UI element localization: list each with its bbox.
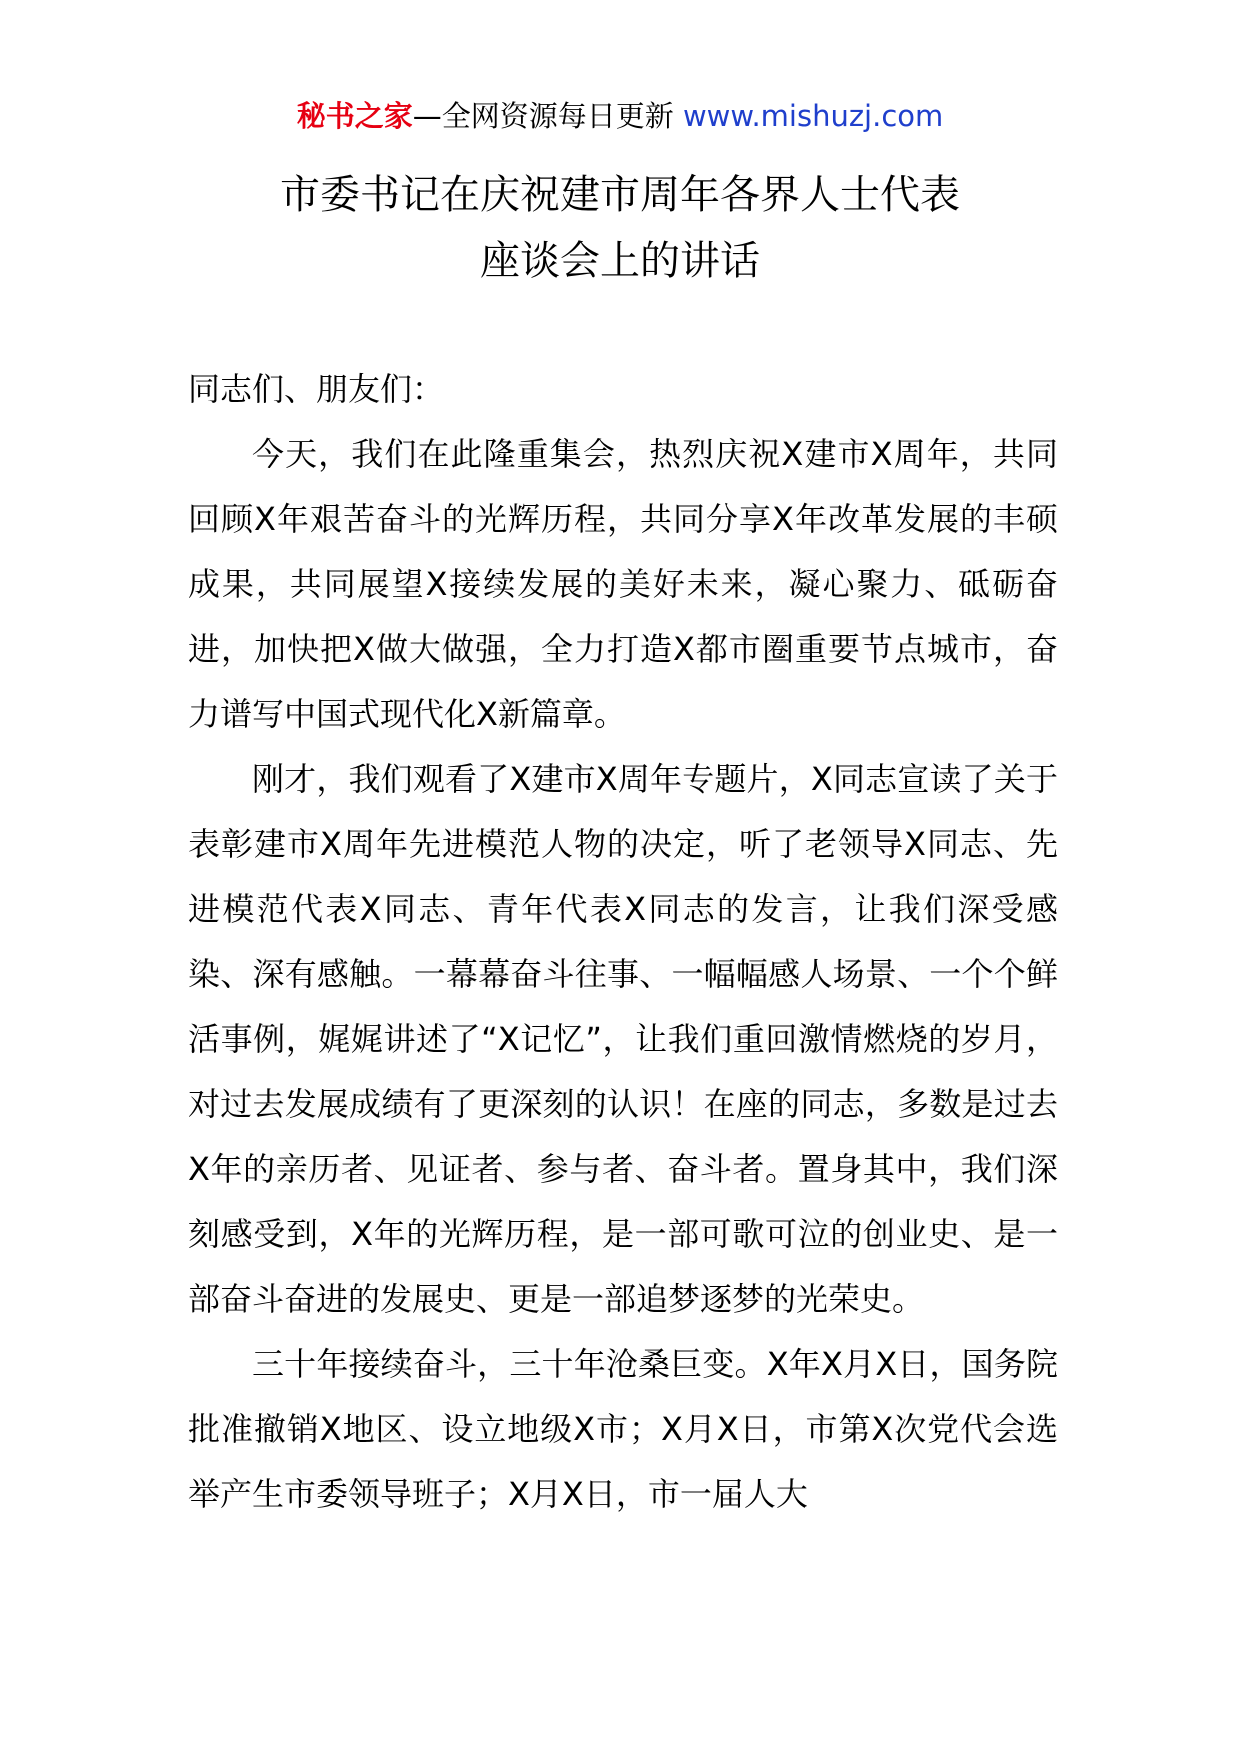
paragraph-2: 刚才，我们观看了X建市X周年专题片，X同志宣读了关于表彰建市X周年先进模范人物的决定，听了老领导X同志、先进模范代表X同志、青年代表X同志的发言，让我们深受感染、深有感触。一幕幕奋斗往事、一幅幅感人场景、一个个鲜活事例，娓娓讲述了“X记忆”，让我们重回激情燃烧的岁月，对过去发展成绩有了更深刻的认识！在座的同志，多数是过去X年的亲历者、见证者、参与者、奋斗者。置身其中，我们深刻感受到，X年的光辉历程，是一部可歌可泣的创业史、是一部奋斗奋进的发展史、更是一部追梦逐梦的光荣史。 xyxy=(188,760,1058,1318)
paragraph-1: 今天，我们在此隆重集会，热烈庆祝X建市X周年，共同回顾X年艰苦奋斗的光辉历程，共同分享X年改革发展的丰硕成果，共同展望X接续发展的美好未来，凝心聚力、砥砺奋进，加快把X做大做强，全力打造X都市圈重要节点城市，奋力谱写中国式现代化X新篇章。 xyxy=(188,435,1058,733)
brand-name: 秘书之家 xyxy=(296,99,413,133)
header-tagline: —全网资源每日更新 xyxy=(412,99,674,133)
title-line-1: 市委书记在庆祝建市周年各界人士代表 xyxy=(280,172,960,218)
site-url-link[interactable]: www.mishuzj.com xyxy=(682,99,944,133)
document-title xyxy=(0,162,1240,294)
site-header xyxy=(0,96,1240,136)
title-line-2: 座谈会上的讲话 xyxy=(480,238,760,284)
document-body xyxy=(188,357,1058,1527)
paragraph-3: 三十年接续奋斗，三十年沧桑巨变。X年X月X日，国务院批准撤销X地区、设立地级X市；X月X日，市第X次党代会选举产生市委领导班子；X月X日，市一届人大 xyxy=(188,1345,1058,1513)
salutation: 同志们、朋友们： xyxy=(188,370,445,408)
